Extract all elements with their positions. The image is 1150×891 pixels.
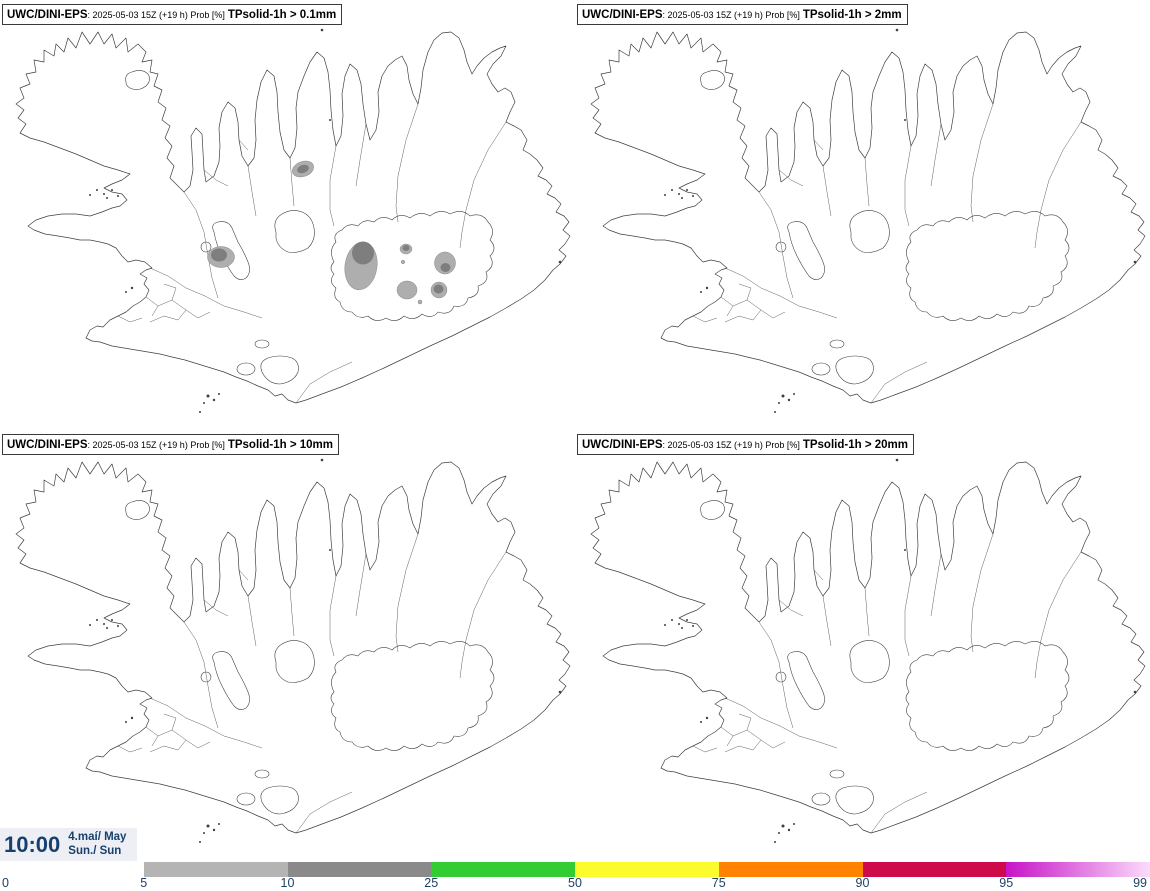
colorbar-tick-label: 25 (424, 876, 439, 890)
colorbar-segment-95-99 (1006, 862, 1150, 877)
valid-date-line2: Sun./ Sun (68, 844, 122, 857)
panel-title (2, 434, 339, 455)
colorbar-segment-90-95 (863, 862, 1007, 877)
model-name: UWC/DINI-EPS (582, 439, 663, 451)
colorbar-segment-75-90 (719, 862, 863, 877)
valid-date-line1: 4.maí/ May (68, 830, 127, 843)
colorbar-segment-5-10 (144, 862, 288, 877)
model-name: UWC/DINI-EPS (7, 9, 88, 21)
parameter-name: TPsolid-1h > 20mm (802, 439, 908, 451)
colorbar-tick-labels (0, 876, 1150, 891)
panel-title (2, 4, 342, 25)
colorbar-tick-label: 5 (140, 876, 148, 890)
iceland-map (575, 0, 1150, 430)
valid-time: 10:00 (4, 831, 61, 857)
parameter-name: TPsolid-1h > 0.1mm (227, 9, 337, 21)
forecast-panel-2mm (575, 0, 1150, 430)
colorbar-segment-10-25 (288, 862, 432, 877)
run-info: : 2025-05-03 15Z (+19 h) Prob [%] (87, 440, 225, 450)
model-name: UWC/DINI-EPS (7, 439, 88, 451)
iceland-map (0, 430, 575, 860)
colorbar-segment-50-75 (575, 862, 719, 877)
colorbar-tick-label: 50 (568, 876, 582, 890)
forecast-panel-0.1mm (0, 0, 575, 430)
colorbar-tick-label: 0 (2, 876, 9, 890)
iceland-map (575, 430, 1150, 860)
valid-date (68, 831, 126, 859)
colorbar-tick-label: 75 (711, 876, 726, 890)
colorbar-tick-label: 99 (1133, 876, 1147, 890)
run-info: : 2025-05-03 15Z (+19 h) Prob [%] (662, 10, 800, 20)
valid-time-box (0, 828, 137, 861)
parameter-name: TPsolid-1h > 2mm (802, 9, 902, 21)
parameter-name: TPsolid-1h > 10mm (227, 439, 333, 451)
probability-colorbar (0, 862, 1150, 877)
panel-title (577, 4, 908, 25)
colorbar-tick-label: 90 (855, 876, 870, 890)
colorbar-segment-25-50 (431, 862, 575, 877)
forecast-panel-10mm (0, 430, 575, 860)
iceland-map (0, 0, 575, 430)
panel-title (577, 434, 914, 455)
model-name: UWC/DINI-EPS (582, 9, 663, 21)
run-info: : 2025-05-03 15Z (+19 h) Prob [%] (87, 10, 225, 20)
run-info: : 2025-05-03 15Z (+19 h) Prob [%] (662, 440, 800, 450)
colorbar-tick-label: 10 (280, 876, 295, 890)
forecast-panel-20mm (575, 430, 1150, 860)
colorbar-tick-label: 95 (999, 876, 1014, 890)
